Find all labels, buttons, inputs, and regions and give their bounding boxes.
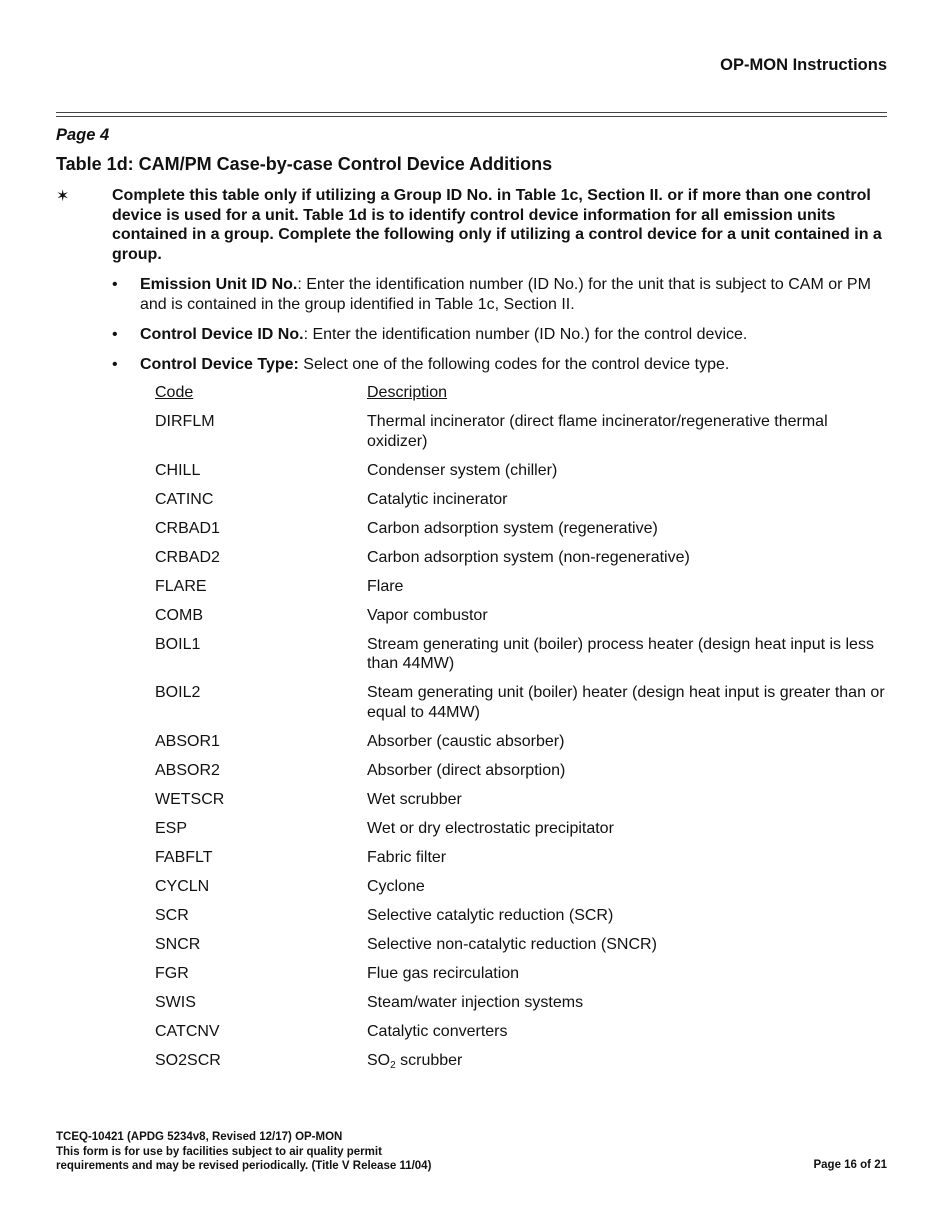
description-cell: Thermal incinerator (direct flame incinerator/regenerative thermal oxidizer) — [367, 413, 828, 450]
table-row — [155, 412, 895, 451]
description-cell: Carbon adsorption system (non-regenerative) — [367, 548, 690, 566]
bullet-term: Control Device Type: — [140, 355, 299, 373]
bullet-icon: • — [112, 355, 118, 373]
code-cell: CATCNV — [155, 1022, 220, 1040]
bullet-icon: • — [112, 276, 118, 293]
table-row — [155, 964, 895, 984]
code-cell: CRBAD1 — [155, 519, 220, 537]
table-row — [155, 790, 895, 810]
intro-paragraph: Complete this table only if utilizing a Group ID No. in Table 1c, Section II. or if more than one control device is used for a unit. Table 1d is to identify control device information for all emission units contained in a group. Complete the following only if utilizing a control device for a unit contained in a group. — [112, 187, 882, 263]
code-cell: CATINC — [155, 490, 214, 508]
bullet-text: Enter the identification number (ID No.) for the unit that is subject to CAM or PM and is contained in the group identified in Table 1c, Section II. — [140, 276, 871, 313]
code-cell: COMB — [155, 606, 203, 624]
table-title: Table 1d: CAM/PM Case-by-case Control Device Additions — [56, 154, 553, 174]
table-row — [155, 1022, 895, 1042]
code-cell: ABSOR2 — [155, 761, 220, 779]
code-cell: BOIL2 — [155, 684, 201, 701]
code-cell: FLARE — [155, 577, 207, 595]
table-row — [155, 461, 895, 481]
description-cell: Selective catalytic reduction (SCR) — [367, 906, 614, 924]
star-icon: ✶ — [56, 188, 70, 205]
footer-line: TCEQ-10421 (APDG 5234v8, Revised 12/17) OP-MON — [56, 1131, 343, 1143]
table-row — [155, 490, 895, 510]
table-row — [155, 935, 895, 955]
page-number: Page 16 of 21 — [813, 1159, 887, 1171]
description-prefix: SO — [367, 1051, 391, 1069]
description-cell: Carbon adsorption system (regenerative) — [367, 519, 658, 537]
list-item — [112, 355, 892, 375]
header-title: OP-MON Instructions — [720, 56, 887, 74]
header-rule-top — [56, 112, 887, 113]
table-row — [155, 635, 895, 674]
description-cell: Selective non-catalytic reduction (SNCR) — [367, 935, 657, 953]
description-cell: Catalytic incinerator — [367, 490, 508, 508]
table-row — [155, 761, 895, 781]
table-row — [155, 683, 895, 722]
header-rule-bottom — [56, 116, 887, 117]
table-row — [155, 732, 895, 752]
instruction-list — [112, 275, 892, 385]
description-cell: Stream generating unit (boiler) process heater (design heat input is less than 44MW) — [367, 635, 874, 672]
code-cell: BOIL1 — [155, 635, 201, 653]
list-item — [112, 275, 892, 314]
bullet-term: Emission Unit ID No. — [140, 276, 298, 293]
table-row — [155, 1051, 895, 1071]
code-cell: SO2SCR — [155, 1051, 221, 1069]
description-cell: Flare — [367, 577, 404, 595]
table-row — [155, 993, 895, 1013]
code-table-header — [155, 383, 895, 403]
description-cell: Wet or dry electrostatic precipitator — [367, 819, 614, 837]
table-row — [155, 577, 895, 597]
code-cell: FABFLT — [155, 848, 213, 866]
code-table — [155, 383, 895, 1080]
description-cell: Absorber (direct absorption) — [367, 761, 566, 779]
code-cell: FGR — [155, 964, 189, 982]
code-cell: ESP — [155, 819, 188, 837]
table-row — [155, 819, 895, 839]
bullet-separator: : — [303, 325, 313, 343]
table-row — [155, 848, 895, 868]
table-row — [155, 519, 895, 539]
description-cell: Vapor combustor — [367, 606, 488, 624]
description-suffix: scrubber — [395, 1051, 463, 1069]
footer-line: This form is for use by facilities subject to air quality permit — [56, 1145, 382, 1158]
code-cell: ABSOR1 — [155, 732, 220, 750]
bullet-text: Enter the identification number (ID No.) for the control device. — [312, 325, 748, 343]
description-cell: Fabric filter — [367, 848, 447, 866]
page-label: Page 4 — [56, 126, 110, 144]
description-cell: Condenser system (chiller) — [367, 461, 558, 479]
code-cell: CHILL — [155, 461, 201, 479]
bullet-separator: : — [297, 276, 307, 293]
footer-line: requirements and may be revised periodically. (Title V Release 11/04) — [56, 1160, 432, 1172]
code-cell: WETSCR — [155, 790, 225, 808]
code-cell: SWIS — [155, 993, 196, 1011]
table-row — [155, 606, 895, 626]
bullet-text: Select one of the following codes for the control device type. — [303, 355, 730, 373]
description-cell: Wet scrubber — [367, 790, 462, 808]
footer-notice — [56, 1130, 431, 1174]
code-cell: DIRFLM — [155, 413, 215, 430]
description-cell: Steam/water injection systems — [367, 993, 584, 1011]
description-cell: Catalytic converters — [367, 1022, 508, 1040]
table-row — [155, 877, 895, 897]
code-cell: CRBAD2 — [155, 548, 220, 566]
code-cell: SCR — [155, 906, 189, 924]
table-row — [155, 906, 895, 926]
description-cell: Cyclone — [367, 877, 425, 895]
table-row — [155, 548, 895, 568]
code-cell: CYCLN — [155, 877, 210, 895]
description-subscript: 2 — [390, 1059, 396, 1071]
description-cell — [367, 1051, 887, 1071]
description-cell: Steam generating unit (boiler) heater (design heat input is greater than or equal to 44MW) — [367, 684, 885, 721]
code-column-header: Code — [155, 384, 194, 401]
description-cell: Flue gas recirculation — [367, 964, 520, 982]
description-column-header: Description — [367, 384, 448, 401]
list-item — [112, 325, 892, 345]
bullet-icon: • — [112, 325, 118, 343]
code-cell: SNCR — [155, 935, 201, 953]
bullet-term: Control Device ID No. — [140, 325, 304, 343]
description-cell: Absorber (caustic absorber) — [367, 732, 565, 750]
